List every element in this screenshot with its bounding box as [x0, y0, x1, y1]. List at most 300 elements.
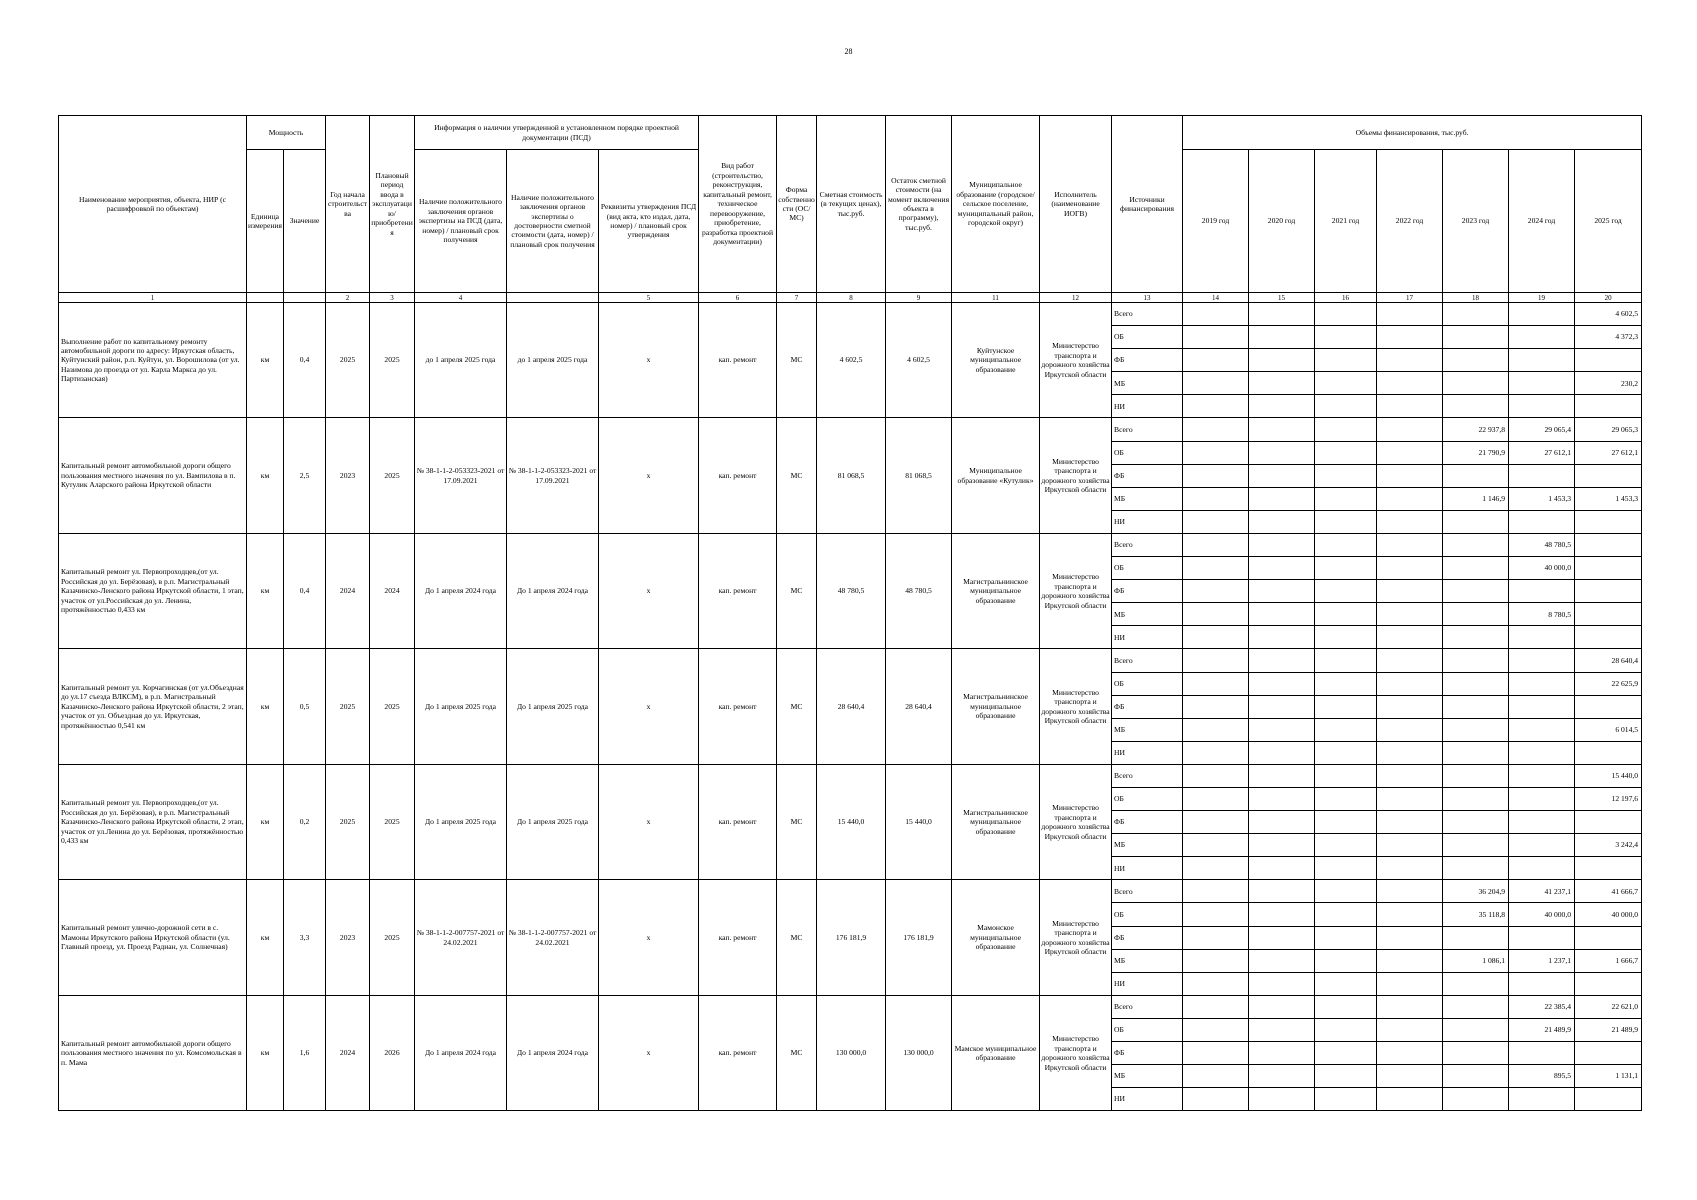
funding-amount-cell — [1249, 510, 1315, 533]
funding-amount-cell — [1509, 811, 1575, 834]
funding-amount-cell — [1377, 603, 1443, 626]
psd-details-cell: х — [599, 880, 699, 995]
funding-amount-cell — [1575, 533, 1642, 556]
funding-amount-cell — [1377, 672, 1443, 695]
funding-amount-cell — [1377, 741, 1443, 764]
funding-amount-cell — [1315, 787, 1377, 810]
funding-amount-cell — [1249, 880, 1315, 903]
funding-amount-cell: 1 453,3 — [1575, 487, 1642, 510]
funding-amount-cell: 21 790,9 — [1443, 441, 1509, 464]
funding-amount-cell — [1509, 672, 1575, 695]
funding-amount-cell — [1377, 372, 1443, 395]
funding-amount-cell — [1509, 510, 1575, 533]
funding-amount-cell — [1377, 649, 1443, 672]
capacity-value-cell: 0,4 — [284, 533, 326, 648]
column-number: 8 — [817, 293, 886, 303]
psd-details-cell: х — [599, 418, 699, 533]
funding-amount-cell — [1183, 1042, 1249, 1065]
funding-amount-cell — [1315, 557, 1377, 580]
funding-amount-cell: 1 131,1 — [1575, 1065, 1642, 1088]
funding-amount-cell — [1443, 533, 1509, 556]
work-type-cell: кап. ремонт — [699, 649, 777, 764]
funding-amount-cell — [1509, 303, 1575, 326]
header-expert-estimate: Наличие положительного заключения органов экспертизы о достоверности сметной стоимости (дата, номер) / плановый срок получения — [507, 150, 599, 293]
funding-amount-cell — [1183, 1065, 1249, 1088]
estimated-cost-cell: 4 602,5 — [817, 303, 886, 418]
funding-amount-cell — [1249, 626, 1315, 649]
column-number: 2 — [326, 293, 370, 303]
funding-amount-cell: 4 372,3 — [1575, 326, 1642, 349]
funding-amount-cell — [1315, 533, 1377, 556]
funding-amount-cell — [1377, 995, 1443, 1018]
table-body — [59, 303, 1642, 1111]
expert-estimate-cell: До 1 апреля 2025 года — [507, 764, 599, 879]
executor-cell: Министерство транспорта и дорожного хозяйства Иркутской области — [1040, 995, 1112, 1110]
funding-amount-cell: 21 489,9 — [1575, 1018, 1642, 1041]
header-ownership: Форма собственности (ОС/МС) — [777, 116, 817, 293]
funding-source-label: ОБ — [1112, 326, 1183, 349]
funding-amount-cell — [1183, 603, 1249, 626]
funding-amount-cell: 29 065,3 — [1575, 418, 1642, 441]
psd-details-cell: х — [599, 649, 699, 764]
column-number: 11 — [952, 293, 1040, 303]
funding-amount-cell — [1183, 510, 1249, 533]
header-funding-volumes: Объемы финансирования, тыс.руб. — [1183, 116, 1642, 150]
funding-source-label: ОБ — [1112, 1018, 1183, 1041]
funding-amount-cell — [1377, 695, 1443, 718]
funding-amount-cell — [1315, 487, 1377, 510]
capacity-value-cell: 3,3 — [284, 880, 326, 995]
municipality-cell: Муниципальное образование «Кутулик» — [952, 418, 1040, 533]
funding-amount-cell — [1443, 372, 1509, 395]
funding-amount-cell — [1443, 741, 1509, 764]
funding-source-label: ФБ — [1112, 1042, 1183, 1065]
funding-amount-cell — [1183, 764, 1249, 787]
page-number: 28 — [844, 47, 853, 56]
funding-source-label: Всего — [1112, 303, 1183, 326]
funding-amount-cell — [1183, 857, 1249, 880]
work-type-cell: кап. ремонт — [699, 995, 777, 1110]
estimated-cost-cell: 176 181,9 — [817, 880, 886, 995]
funding-amount-cell — [1509, 857, 1575, 880]
funding-amount-cell — [1249, 718, 1315, 741]
funding-amount-cell — [1509, 787, 1575, 810]
funding-amount-cell — [1315, 1042, 1377, 1065]
expert-psd-cell: № 38-1-1-2-053323-2021 от 17.09.2021 — [415, 418, 507, 533]
funding-amount-cell — [1509, 764, 1575, 787]
funding-amount-cell — [1315, 603, 1377, 626]
expert-psd-cell: До 1 апреля 2025 года — [415, 649, 507, 764]
funding-amount-cell — [1249, 834, 1315, 857]
funding-amount-cell: 29 065,4 — [1509, 418, 1575, 441]
funding-amount-cell: 41 237,1 — [1509, 880, 1575, 903]
ownership-cell: МС — [777, 995, 817, 1110]
capacity-value-cell: 0,4 — [284, 303, 326, 418]
funding-amount-cell — [1315, 718, 1377, 741]
planned-period-cell: 2025 — [370, 649, 415, 764]
psd-details-cell: х — [599, 995, 699, 1110]
funding-amount-cell: 1 666,7 — [1575, 949, 1642, 972]
funding-amount-cell — [1377, 487, 1443, 510]
funding-amount-cell — [1315, 441, 1377, 464]
funding-amount-cell — [1249, 764, 1315, 787]
funding-amount-cell — [1377, 510, 1443, 533]
funding-amount-cell — [1377, 972, 1443, 995]
funding-amount-cell — [1183, 741, 1249, 764]
expert-estimate-cell: № 38-1-1-2-053323-2021 от 17.09.2021 — [507, 418, 599, 533]
funding-amount-cell — [1249, 787, 1315, 810]
funding-amount-cell — [1249, 395, 1315, 418]
table-row — [59, 303, 1642, 326]
planned-period-cell: 2025 — [370, 880, 415, 995]
funding-amount-cell — [1249, 695, 1315, 718]
funding-amount-cell — [1575, 557, 1642, 580]
funding-amount-cell — [1183, 326, 1249, 349]
object-name: Капитальный ремонт ул. Корчагинская (от ул.Объездная до ул.17 съезда ВЛКСМ), в р.п. Магистральный Казачинско-Ленского района Иркутской области, 2 этап, участок от ул. Объездная до ул. Иркутская, протяжённостью 0,541 км — [59, 649, 247, 764]
funding-amount-cell: 4 602,5 — [1575, 303, 1642, 326]
funding-amount-cell — [1575, 1088, 1642, 1111]
funding-amount-cell — [1377, 811, 1443, 834]
funding-amount-cell — [1183, 487, 1249, 510]
funding-amount-cell — [1315, 349, 1377, 372]
funding-amount-cell — [1509, 372, 1575, 395]
funding-amount-cell — [1183, 926, 1249, 949]
funding-source-label: ФБ — [1112, 349, 1183, 372]
funding-amount-cell — [1183, 557, 1249, 580]
column-number: 12 — [1040, 293, 1112, 303]
header-year: 2023 год — [1443, 150, 1509, 293]
funding-amount-cell — [1183, 972, 1249, 995]
start-year-cell: 2025 — [326, 764, 370, 879]
funding-amount-cell: 15 440,0 — [1575, 764, 1642, 787]
funding-amount-cell — [1377, 1018, 1443, 1041]
header-value: Значение — [284, 150, 326, 293]
funding-source-label: ОБ — [1112, 557, 1183, 580]
funding-source-label: Всего — [1112, 880, 1183, 903]
funding-source-label: МБ — [1112, 949, 1183, 972]
funding-amount-cell — [1509, 926, 1575, 949]
object-name: Капитальный ремонт ул. Первопроходцев,(от ул. Российская до ул. Берёзовая), в р.п. Магистральный Казачинско-Ленского района Иркутской области, 1 этап, участок от ул.Российская до ул. Ленина, протяжённостью 0,433 км — [59, 533, 247, 648]
funding-amount-cell — [1377, 718, 1443, 741]
expert-estimate-cell: До 1 апреля 2024 года — [507, 995, 599, 1110]
capacity-value-cell: 0,5 — [284, 649, 326, 764]
funding-source-label: МБ — [1112, 1065, 1183, 1088]
funding-amount-cell: 22 621,0 — [1575, 995, 1642, 1018]
column-number: 1 — [59, 293, 247, 303]
funding-source-label: МБ — [1112, 372, 1183, 395]
funding-amount-cell — [1443, 672, 1509, 695]
funding-amount-cell — [1183, 903, 1249, 926]
funding-amount-cell — [1249, 533, 1315, 556]
funding-source-label: Всего — [1112, 649, 1183, 672]
funding-amount-cell — [1443, 834, 1509, 857]
expert-psd-cell: До 1 апреля 2024 года — [415, 995, 507, 1110]
funding-amount-cell — [1249, 903, 1315, 926]
funding-amount-cell — [1183, 395, 1249, 418]
funding-amount-cell — [1443, 695, 1509, 718]
municipality-cell: Магистральнинское муниципальное образование — [952, 533, 1040, 648]
start-year-cell: 2024 — [326, 995, 370, 1110]
funding-amount-cell — [1575, 1042, 1642, 1065]
expert-estimate-cell: до 1 апреля 2025 года — [507, 303, 599, 418]
funding-amount-cell — [1377, 533, 1443, 556]
funding-amount-cell — [1509, 349, 1575, 372]
municipality-cell: Куйтунское муниципальное образование — [952, 303, 1040, 418]
ownership-cell: МС — [777, 764, 817, 879]
column-number: 19 — [1509, 293, 1575, 303]
funding-source-label: НИ — [1112, 626, 1183, 649]
funding-amount-cell — [1509, 741, 1575, 764]
funding-amount-cell — [1249, 441, 1315, 464]
estimated-cost-cell: 81 068,5 — [817, 418, 886, 533]
funding-source-label: МБ — [1112, 834, 1183, 857]
remaining-cost-cell: 48 780,5 — [886, 533, 952, 648]
funding-amount-cell — [1183, 787, 1249, 810]
funding-amount-cell — [1249, 349, 1315, 372]
funding-source-label: МБ — [1112, 487, 1183, 510]
unit-cell: км — [247, 418, 284, 533]
executor-cell: Министерство транспорта и дорожного хозяйства Иркутской области — [1040, 764, 1112, 879]
column-number: 5 — [599, 293, 699, 303]
column-number: 15 — [1249, 293, 1315, 303]
funding-amount-cell — [1183, 834, 1249, 857]
funding-amount-cell — [1315, 834, 1377, 857]
funding-amount-cell — [1249, 926, 1315, 949]
funding-amount-cell: 40 000,0 — [1509, 903, 1575, 926]
psd-details-cell: х — [599, 533, 699, 648]
funding-amount-cell — [1443, 464, 1509, 487]
table-row — [59, 764, 1642, 787]
funding-amount-cell — [1443, 764, 1509, 787]
expert-estimate-cell: № 38-1-1-2-007757-2021 от 24.02.2021 — [507, 880, 599, 995]
planned-period-cell: 2026 — [370, 995, 415, 1110]
remaining-cost-cell: 81 068,5 — [886, 418, 952, 533]
funding-amount-cell — [1443, 857, 1509, 880]
funding-amount-cell — [1443, 557, 1509, 580]
funding-source-label: ФБ — [1112, 695, 1183, 718]
funding-amount-cell — [1443, 303, 1509, 326]
header-funding-sources: Источники финансирования — [1112, 116, 1183, 293]
column-number: 13 — [1112, 293, 1183, 303]
funding-amount-cell — [1509, 834, 1575, 857]
funding-amount-cell — [1377, 834, 1443, 857]
funding-amount-cell — [1249, 372, 1315, 395]
funding-amount-cell — [1249, 580, 1315, 603]
funding-amount-cell — [1575, 926, 1642, 949]
funding-amount-cell — [1509, 326, 1575, 349]
header-expert-psd: Наличие положительного заключения органов экспертизы на ПСД (дата, номер) / плановый срок получения — [415, 150, 507, 293]
funding-amount-cell — [1315, 326, 1377, 349]
funding-amount-cell — [1443, 649, 1509, 672]
funding-amount-cell — [1183, 580, 1249, 603]
column-number: 16 — [1315, 293, 1377, 303]
investment-program-table — [58, 115, 1642, 1111]
funding-amount-cell — [1377, 303, 1443, 326]
funding-source-label: ОБ — [1112, 903, 1183, 926]
header-year: 2019 год — [1183, 150, 1249, 293]
remaining-cost-cell: 15 440,0 — [886, 764, 952, 879]
funding-amount-cell — [1183, 1018, 1249, 1041]
planned-period-cell: 2025 — [370, 764, 415, 879]
funding-amount-cell — [1377, 787, 1443, 810]
column-number: 18 — [1443, 293, 1509, 303]
capacity-value-cell: 2,5 — [284, 418, 326, 533]
funding-amount-cell — [1575, 603, 1642, 626]
start-year-cell: 2025 — [326, 303, 370, 418]
remaining-cost-cell: 28 640,4 — [886, 649, 952, 764]
executor-cell: Министерство транспорта и дорожного хозяйства Иркутской области — [1040, 533, 1112, 648]
table-row — [59, 418, 1642, 441]
funding-amount-cell — [1443, 395, 1509, 418]
funding-amount-cell — [1443, 1065, 1509, 1088]
funding-amount-cell: 27 612,1 — [1509, 441, 1575, 464]
funding-amount-cell — [1249, 857, 1315, 880]
funding-amount-cell — [1443, 1018, 1509, 1041]
funding-amount-cell — [1249, 303, 1315, 326]
funding-amount-cell — [1183, 533, 1249, 556]
header-year: 2021 год — [1315, 150, 1377, 293]
funding-amount-cell — [1377, 1042, 1443, 1065]
funding-amount-cell — [1315, 395, 1377, 418]
funding-amount-cell — [1183, 303, 1249, 326]
header-start-year: Год начала строительства — [326, 116, 370, 293]
header-year: 2025 год — [1575, 150, 1642, 293]
funding-amount-cell — [1509, 626, 1575, 649]
funding-amount-cell — [1377, 857, 1443, 880]
funding-source-label: НИ — [1112, 395, 1183, 418]
funding-amount-cell — [1377, 926, 1443, 949]
funding-amount-cell — [1315, 695, 1377, 718]
column-number: 3 — [370, 293, 415, 303]
header-remaining-cost: Остаток сметной стоимости (на момент включения объекта в программу), тыс.руб. — [886, 116, 952, 293]
funding-amount-cell: 22 937,8 — [1443, 418, 1509, 441]
funding-amount-cell — [1249, 949, 1315, 972]
funding-amount-cell — [1249, 1088, 1315, 1111]
funding-amount-cell — [1443, 603, 1509, 626]
funding-amount-cell — [1315, 580, 1377, 603]
column-number: 17 — [1377, 293, 1443, 303]
work-type-cell: кап. ремонт — [699, 533, 777, 648]
start-year-cell: 2023 — [326, 880, 370, 995]
funding-amount-cell — [1249, 649, 1315, 672]
funding-source-label: ФБ — [1112, 580, 1183, 603]
funding-amount-cell — [1249, 672, 1315, 695]
header-municipality: Муниципальное образование (городское/сельское поселение, муниципальный район, городской округ) — [952, 116, 1040, 293]
header-psd-details: Реквизиты утверждения ПСД (вид акта, кто издал, дата, номер) / плановый срок утверждения — [599, 150, 699, 293]
funding-amount-cell — [1509, 1088, 1575, 1111]
executor-cell: Министерство транспорта и дорожного хозяйства Иркутской области — [1040, 418, 1112, 533]
funding-source-label: ФБ — [1112, 811, 1183, 834]
estimated-cost-cell: 48 780,5 — [817, 533, 886, 648]
municipality-cell: Мамское муниципальное образование — [952, 995, 1040, 1110]
unit-cell: км — [247, 764, 284, 879]
funding-amount-cell — [1249, 326, 1315, 349]
funding-amount-cell — [1183, 995, 1249, 1018]
planned-period-cell: 2024 — [370, 533, 415, 648]
funding-amount-cell — [1315, 418, 1377, 441]
ownership-cell: МС — [777, 649, 817, 764]
funding-amount-cell: 27 612,1 — [1575, 441, 1642, 464]
column-number — [247, 293, 284, 303]
header-year: 2022 год — [1377, 150, 1443, 293]
ownership-cell: МС — [777, 880, 817, 995]
funding-amount-cell — [1315, 926, 1377, 949]
remaining-cost-cell: 4 602,5 — [886, 303, 952, 418]
work-type-cell: кап. ремонт — [699, 764, 777, 879]
funding-amount-cell: 1 146,9 — [1443, 487, 1509, 510]
column-numbers-row — [59, 293, 1642, 303]
funding-amount-cell — [1249, 972, 1315, 995]
funding-amount-cell — [1315, 1018, 1377, 1041]
table-row — [59, 533, 1642, 556]
unit-cell: км — [247, 533, 284, 648]
funding-amount-cell — [1443, 972, 1509, 995]
expert-estimate-cell: До 1 апреля 2025 года — [507, 649, 599, 764]
funding-amount-cell — [1443, 926, 1509, 949]
expert-psd-cell: до 1 апреля 2025 года — [415, 303, 507, 418]
funding-amount-cell — [1443, 995, 1509, 1018]
ownership-cell: МС — [777, 533, 817, 648]
funding-source-label: Всего — [1112, 418, 1183, 441]
funding-amount-cell — [1249, 603, 1315, 626]
funding-amount-cell — [1249, 741, 1315, 764]
funding-amount-cell — [1575, 972, 1642, 995]
funding-amount-cell — [1183, 418, 1249, 441]
funding-amount-cell — [1249, 418, 1315, 441]
municipality-cell: Мамонское муниципальное образование — [952, 880, 1040, 995]
funding-amount-cell — [1183, 649, 1249, 672]
funding-amount-cell — [1249, 1042, 1315, 1065]
funding-amount-cell — [1315, 1065, 1377, 1088]
unit-cell: км — [247, 995, 284, 1110]
funding-amount-cell — [1315, 880, 1377, 903]
funding-amount-cell — [1315, 372, 1377, 395]
header-estimated-cost: Сметная стоимость (в текущих ценах), тыс.руб. — [817, 116, 886, 293]
funding-amount-cell — [1183, 441, 1249, 464]
object-name: Капитальный ремонт автомобильной дороги общего пользования местного значения по ул. Комсомольская в п. Мама — [59, 995, 247, 1110]
header-capacity: Мощность — [247, 116, 326, 150]
funding-amount-cell — [1315, 649, 1377, 672]
funding-amount-cell — [1315, 1088, 1377, 1111]
funding-amount-cell — [1183, 672, 1249, 695]
funding-amount-cell: 41 666,7 — [1575, 880, 1642, 903]
start-year-cell: 2025 — [326, 649, 370, 764]
funding-amount-cell: 8 780,5 — [1509, 603, 1575, 626]
capacity-value-cell: 1,6 — [284, 995, 326, 1110]
psd-details-cell: х — [599, 764, 699, 879]
funding-source-label: ОБ — [1112, 441, 1183, 464]
planned-period-cell: 2025 — [370, 418, 415, 533]
funding-amount-cell — [1509, 464, 1575, 487]
funding-source-label: ФБ — [1112, 926, 1183, 949]
funding-source-label: Всего — [1112, 995, 1183, 1018]
funding-source-label: НИ — [1112, 857, 1183, 880]
funding-amount-cell — [1443, 787, 1509, 810]
funding-source-label: ОБ — [1112, 787, 1183, 810]
column-number: 7 — [777, 293, 817, 303]
funding-amount-cell — [1377, 349, 1443, 372]
funding-amount-cell — [1249, 1018, 1315, 1041]
funding-amount-cell: 230,2 — [1575, 372, 1642, 395]
funding-source-label: Всего — [1112, 533, 1183, 556]
column-number: 4 — [415, 293, 507, 303]
remaining-cost-cell: 130 000,0 — [886, 995, 952, 1110]
funding-amount-cell — [1443, 349, 1509, 372]
funding-amount-cell — [1249, 995, 1315, 1018]
funding-amount-cell: 28 640,4 — [1575, 649, 1642, 672]
funding-amount-cell — [1377, 626, 1443, 649]
estimated-cost-cell: 15 440,0 — [817, 764, 886, 879]
